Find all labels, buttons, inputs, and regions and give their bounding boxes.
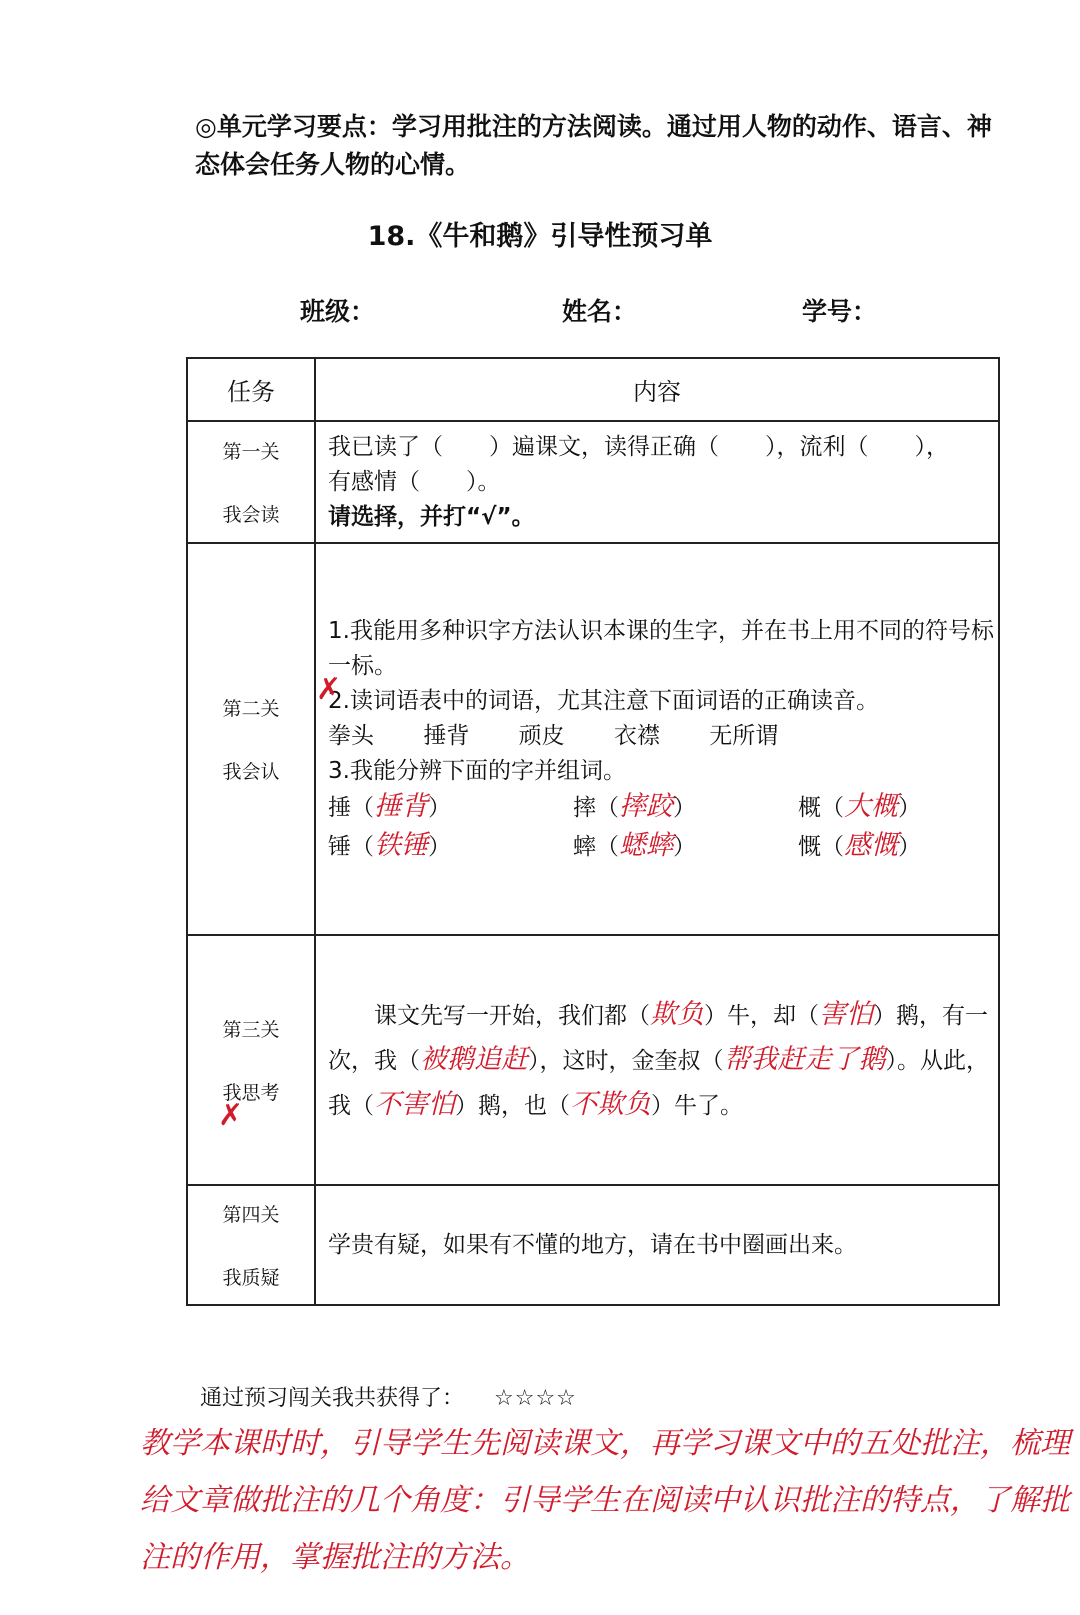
task-cell xyxy=(187,543,315,935)
char-item: 慨（感慨） xyxy=(798,829,921,861)
unit-objective: ◎单元学习要点：学习用批注的方法阅读。通过用人物的动作、语言、神态体会任务人物的心情。 xyxy=(195,112,992,179)
header-content: 内容 xyxy=(315,358,999,421)
vocab-words xyxy=(328,719,998,754)
handwritten-answer: 不害怕 xyxy=(374,1088,455,1120)
handwritten-word: 蟋蟀 xyxy=(619,829,673,861)
question-prompt: 学贵有疑，如果有不懂的地方，请在书中圈画出来。 xyxy=(328,1231,857,1258)
content-cell xyxy=(315,935,999,1185)
handwritten-answer: 帮我赶走了鹅 xyxy=(723,1043,886,1075)
table-row xyxy=(187,421,999,543)
content-cell xyxy=(315,421,999,543)
worksheet-table xyxy=(186,357,1000,1306)
student-id-label: 学号： xyxy=(802,297,878,326)
vocab-word: 拳头 xyxy=(328,722,374,749)
text-segment: ），这时，金奎叔（ xyxy=(528,1047,724,1074)
text-segment: ）牛，却（ xyxy=(704,1002,819,1029)
task-level: 第四关 xyxy=(222,1204,280,1226)
task-item: 3.我能分辨下面的字并组词。 xyxy=(328,757,626,784)
char-item: 捶（捶背） xyxy=(328,790,451,822)
text-segment: 课文先写一开始，我们都（ xyxy=(374,1002,650,1029)
char: 锤 xyxy=(328,833,351,860)
task-name: 我会认 xyxy=(222,761,280,783)
handwritten-word: 捶背 xyxy=(374,790,428,822)
table-row xyxy=(187,935,999,1185)
header-task: 任务 xyxy=(187,358,315,421)
class-label: 班级： xyxy=(300,297,376,326)
reading-line: 有感情（ ）。 xyxy=(328,468,501,495)
vocab-word: 捶背 xyxy=(423,722,470,749)
task-level: 第一关 xyxy=(222,441,280,463)
task-cell xyxy=(187,1185,315,1305)
char-item: 概（大概） xyxy=(798,790,921,822)
reading-line: 我已读了（ ）遍课文，读得正确（ ），流利（ ）， xyxy=(328,433,949,460)
task-level: 第二关 xyxy=(222,698,280,720)
summary-label: 通过预习闯关我共获得了： xyxy=(200,1386,465,1411)
char: 慨 xyxy=(798,833,821,860)
fill-in-paragraph xyxy=(328,993,998,1128)
name-label: 姓名： xyxy=(562,297,638,326)
handwritten-answer: 欺负 xyxy=(650,998,704,1030)
task-item: 1.我能用多种识字方法认识本课的生字，并在书上用不同的符号标一标。 xyxy=(328,617,994,679)
char: 摔 xyxy=(573,794,596,821)
content-cell xyxy=(315,1185,999,1305)
cross-mark-icon: ✗ xyxy=(316,672,342,707)
char: 概 xyxy=(798,794,821,821)
reading-instruction: 请选择，并打“√”。 xyxy=(328,503,535,530)
task-item: 2.读词语表中的词语，尤其注意下面词语的正确读音。 xyxy=(328,687,879,714)
task-level: 第三关 xyxy=(222,1019,280,1041)
char-item: 蟀（蟋蟀） xyxy=(573,829,696,861)
text-segment: ）鹅，有一次，我（ xyxy=(328,1002,988,1074)
task-cell xyxy=(187,935,315,1185)
handwritten-answer: 害怕 xyxy=(819,998,873,1030)
handwritten-word: 摔跤 xyxy=(619,790,673,822)
vocab-word: 衣襟 xyxy=(613,722,660,749)
handwritten-word: 感慨 xyxy=(844,829,898,861)
char-item: 锤（铁锤） xyxy=(328,829,451,861)
table-row xyxy=(187,543,999,935)
vocab-word: 顽皮 xyxy=(518,722,565,749)
table-row xyxy=(187,1185,999,1305)
handwritten-word: 铁锤 xyxy=(374,829,428,861)
content-cell xyxy=(315,543,999,935)
handwritten-word: 大概 xyxy=(844,790,898,822)
task-name: 我会读 xyxy=(222,504,280,526)
table-header-row xyxy=(187,358,999,421)
text-segment: ）。从此，我（ xyxy=(328,1047,989,1119)
teacher-handwritten-note: 教学本课时时，引导学生先阅读课文，再学习课文中的五处批注，梳理给文章做批注的几个角度：引导学生在阅读中认识批注的特点，了解批注的作用，掌握批注的方法。 xyxy=(140,1426,1070,1575)
text-segment: ）牛了。 xyxy=(651,1092,743,1119)
star-rating: ☆☆☆☆ xyxy=(494,1386,577,1411)
char-item: 摔（摔跤） xyxy=(573,790,696,822)
handwritten-answer: 不欺负 xyxy=(570,1088,651,1120)
worksheet-title: 18.《牛和鹅》引导性预习单 xyxy=(367,221,713,252)
summary-line xyxy=(200,1381,577,1412)
handwritten-answer: 被鹅追赶 xyxy=(420,1043,528,1075)
text-segment: ）鹅，也（ xyxy=(455,1092,570,1119)
char: 蟀 xyxy=(573,833,596,860)
char: 捶 xyxy=(328,794,351,821)
char-grid xyxy=(328,789,998,865)
task-name: 我思考 xyxy=(222,1082,280,1104)
task-name: 我质疑 xyxy=(222,1267,280,1289)
cross-mark-icon: ✗ xyxy=(218,1098,244,1133)
student-info xyxy=(0,292,1080,332)
task-cell xyxy=(187,421,315,543)
vocab-word: 无所谓 xyxy=(709,722,779,749)
